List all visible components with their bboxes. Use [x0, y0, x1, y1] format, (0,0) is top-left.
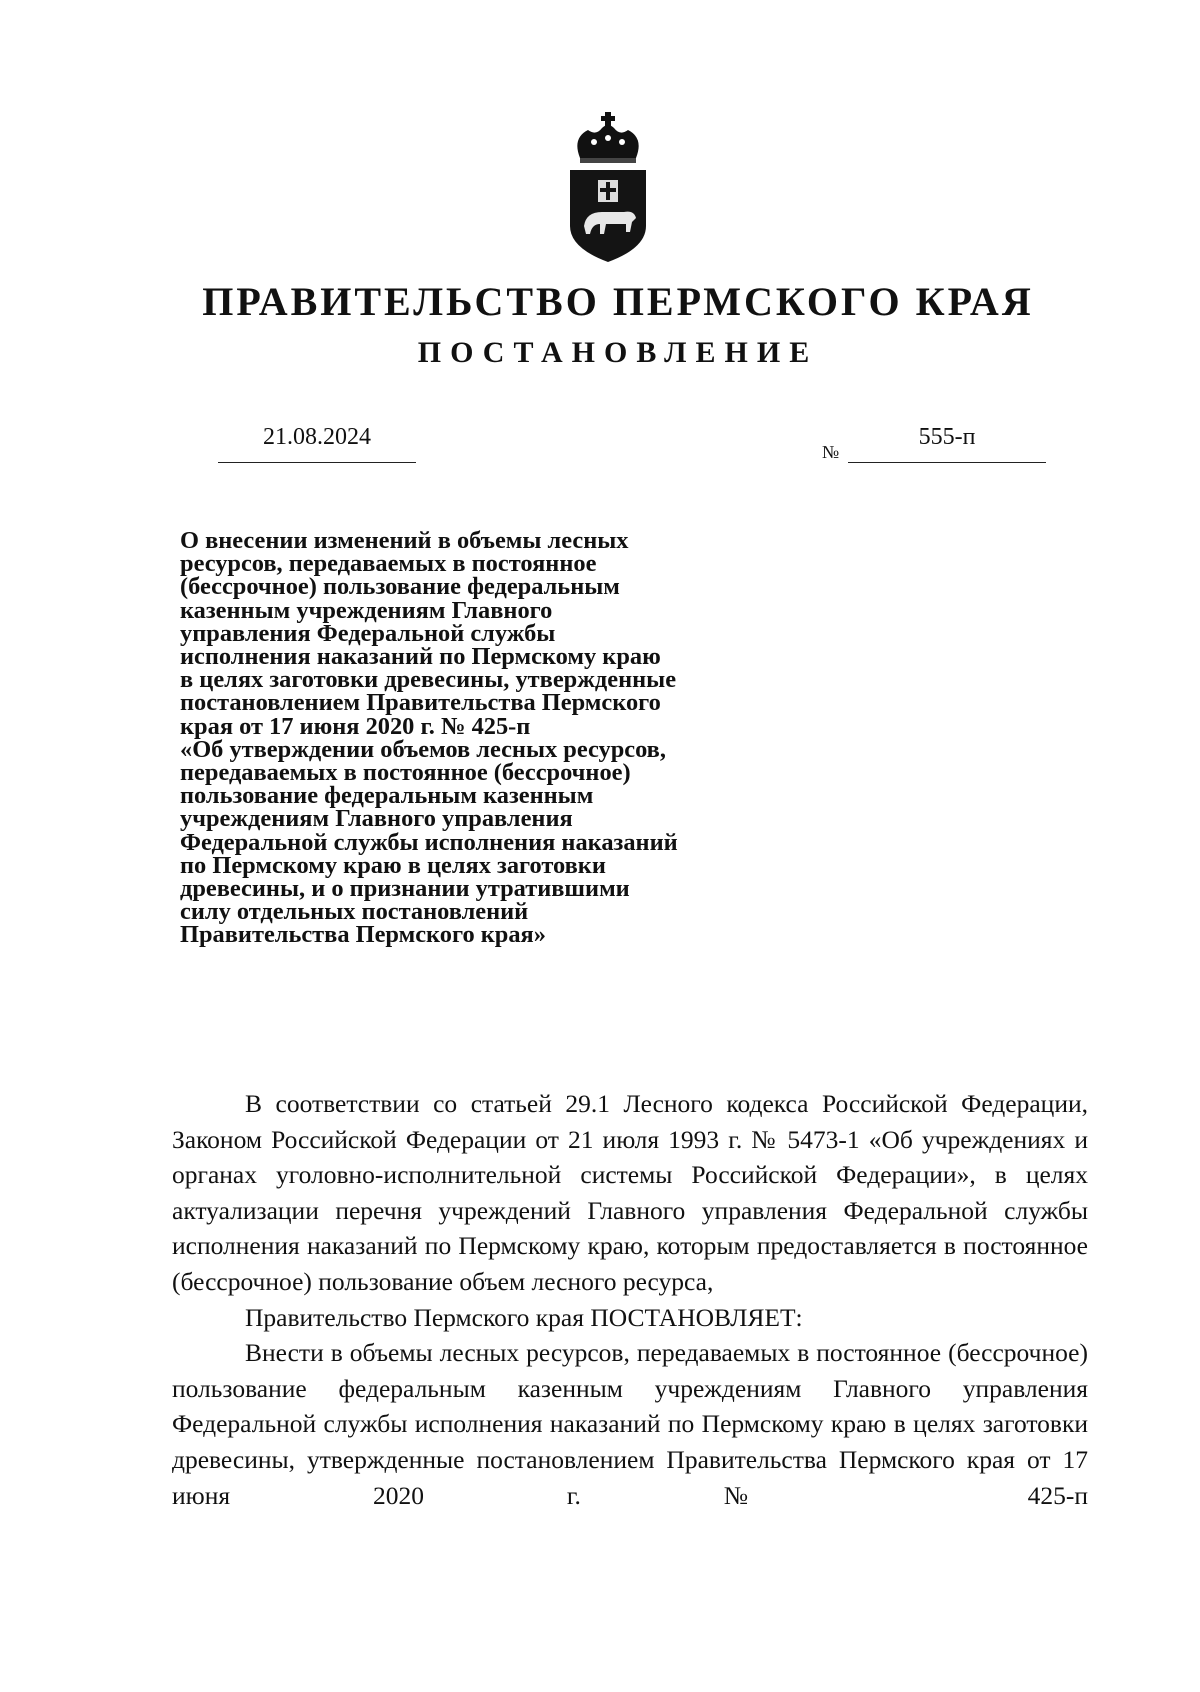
number-sign: №: [822, 442, 840, 462]
body-paragraph-legal-basis: В соответствии со статьей 29.1 Лесного кодекса Российской Федерации, Законом Российской Федерации от 21 июля 1993 г. № 5473-1 «Об учреждениях и органах уголовно-исполнительной системы Российской Федерации», в целях актуализации перечня учреждений Главного управления Федеральной службы исполнения наказаний по Пермскому краю, которым предоставляется в постоянное (бессрочное) пользование объем лесного ресурса,: [172, 1089, 1088, 1296]
subject-line: исполнения наказаний по Пермскому краю: [180, 643, 661, 671]
document-number: 555-п: [918, 424, 976, 450]
document-type: ПОСТАНОВЛЕНИЕ: [417, 336, 819, 369]
subject-line: силу отдельных постановлений: [180, 898, 529, 926]
number-underline: [848, 462, 1046, 463]
coat-of-arms-icon: [566, 108, 650, 264]
subject-line: пользование федеральным казенным: [180, 782, 594, 810]
subject-line: постановлением Правительства Пермского: [180, 689, 661, 717]
document-subject: [180, 529, 800, 947]
date-underline: [218, 462, 416, 463]
body-paragraph-resolves: Правительство Пермского края ПОСТАНОВЛЯЕТ:: [245, 1302, 803, 1332]
subject-line: О внесении изменений в объемы лесных: [180, 527, 629, 554]
subject-line: ресурсов, передаваемых в постоянное: [180, 550, 597, 578]
document-body: [172, 1086, 1088, 1513]
subject-line: учреждениям Главного управления: [180, 805, 573, 833]
subject-line: по Пермскому краю в целях заготовки: [180, 851, 606, 879]
government-title: ПРАВИТЕЛЬСТВО ПЕРМСКОГО КРАЯ: [202, 279, 1034, 324]
subject-line: древесины, и о признании утратившими: [180, 875, 630, 903]
subject-line: управления Федеральной службы: [180, 619, 556, 647]
subject-line: Федеральной службы исполнения наказаний: [180, 828, 678, 856]
subject-line: передаваемых в постоянное (бессрочное): [180, 759, 631, 787]
document-date: 21.08.2024: [263, 424, 371, 450]
body-paragraph-amendment: Внести в объемы лесных ресурсов, передаваемых в постоянное (бессрочное) пользование федеральным казенным учреждениям Главного управления Федеральной службы исполнения наказаний по Пермскому краю в целях заготовки древесины, утвержденные постановлением Правительства Пермского края от 17 июня 2020 г. № 425-п: [172, 1338, 1088, 1510]
subject-line: края от 17 июня 2020 г. № 425-п: [180, 712, 531, 740]
subject-line: казенным учреждениям Главного: [180, 596, 553, 624]
subject-line: «Об утверждении объемов лесных ресурсов,: [180, 735, 666, 763]
subject-line: в целях заготовки древесины, утвержденные: [180, 666, 677, 694]
subject-line: Правительства Пермского края»: [180, 921, 546, 949]
subject-line: (бессрочное) пользование федеральным: [180, 573, 620, 601]
